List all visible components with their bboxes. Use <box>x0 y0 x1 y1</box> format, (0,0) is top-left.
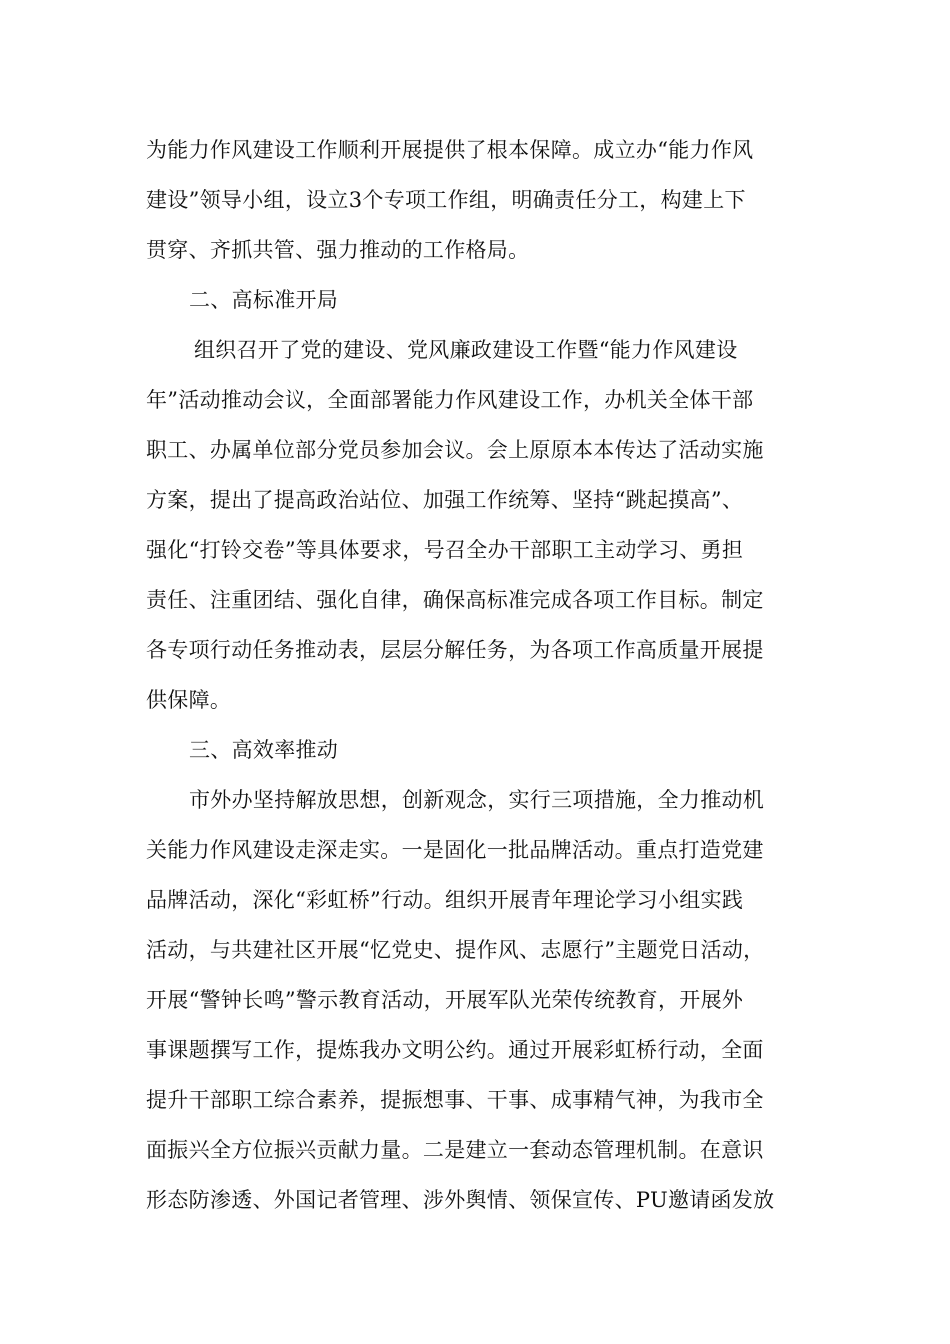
text-line-18: 开展“警钟长鸣”警示教育活动，开展军队光荣传统教育，开展外 <box>146 988 744 1012</box>
section-heading-3: 三、高效率推动 <box>189 738 339 762</box>
text-line-22: 形态防渗透、外国记者管理、涉外舆情、领保宣传、PU邀请函发放 <box>146 1188 775 1212</box>
text-line-16: 品牌活动，深化“彩虹桥”行动。组织开展青年理论学习小组实践 <box>146 888 744 912</box>
text-line-5: 组织召开了党的建设、党风廉政建设工作暨“能力作风建设 <box>194 338 738 362</box>
text-line-21: 面振兴全方位振兴贡献力量。二是建立一套动态管理机制。在意识 <box>146 1138 764 1162</box>
text-line-6: 年”活动推动会议，全面部署能力作风建设工作，办机关全体干部 <box>146 388 754 412</box>
text-line-19: 事课题撰写工作，提炼我办文明公约。通过开展彩虹桥行动，全面 <box>146 1038 764 1062</box>
text-line-7: 职工、办属单位部分党员参加会议。会上原原本本传达了活动实施 <box>146 438 764 462</box>
text-line-2: 建设”领导小组，设立3个专项工作组，明确责任分工，构建上下 <box>146 188 746 212</box>
text-line-20: 提升干部职工综合素养，提振想事、干事、成事精气神，为我市全 <box>146 1088 764 1112</box>
text-line-8: 方案，提出了提高政治站位、加强工作统筹、坚持“跳起摸高”、 <box>146 488 744 512</box>
text-line-15: 关能力作风建设走深走实。一是固化一批品牌活动。重点打造党建 <box>146 838 764 862</box>
text-line-10: 责任、注重团结、强化自律，确保高标准完成各项工作目标。制定 <box>146 588 764 612</box>
text-line-1: 为能力作风建设工作顺利开展提供了根本保障。成立办“能力作风 <box>146 138 754 162</box>
text-line-9: 强化“打铃交卷”等具体要求，号召全办干部职工主动学习、勇担 <box>146 538 744 562</box>
text-line-3: 贯穿、齐抓共管、强力推动的工作格局。 <box>146 238 530 262</box>
text-line-17: 活动，与共建社区开展“忆党史、提作风、志愿行”主题党日活动， <box>146 938 765 962</box>
text-line-12: 供保障。 <box>146 688 232 712</box>
section-heading-2: 二、高标准开局 <box>189 288 339 312</box>
text-line-11: 各专项行动任务推动表，层层分解任务，为各项工作高质量开展提 <box>146 638 764 662</box>
text-line-14: 市外办坚持解放思想，创新观念，实行三项措施，全力推动机 <box>189 788 765 812</box>
